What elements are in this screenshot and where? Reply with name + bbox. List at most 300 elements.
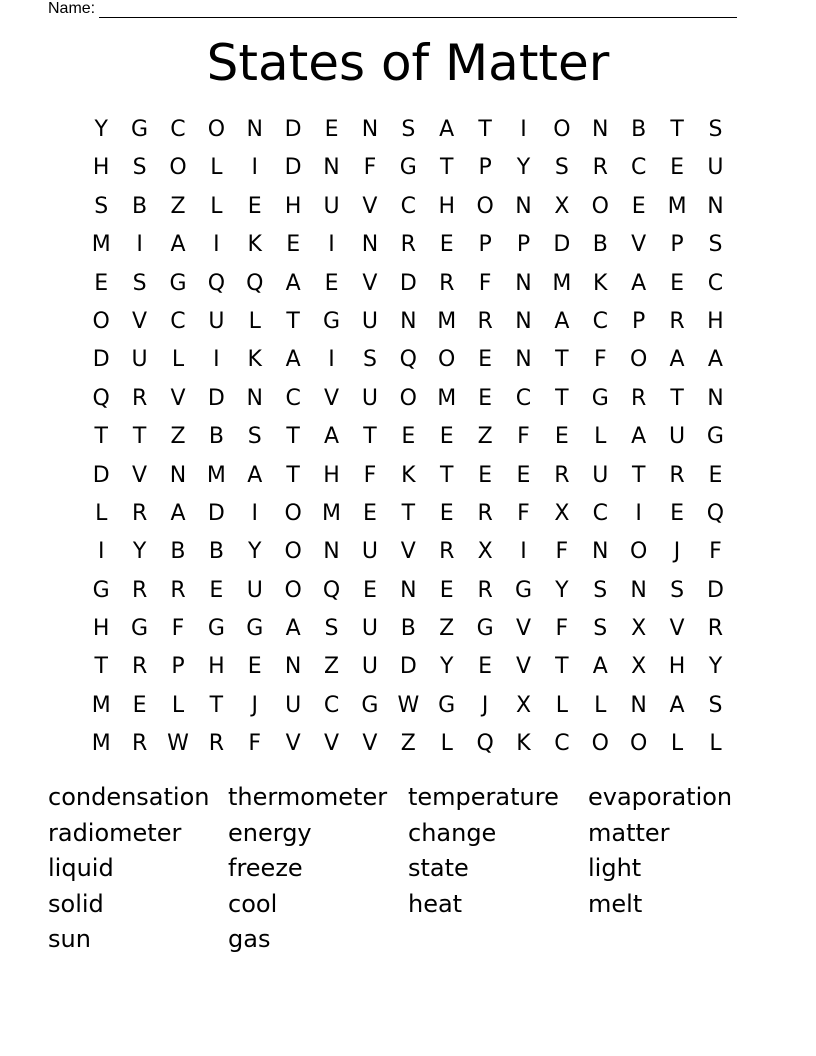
grid-letter: G — [706, 424, 724, 450]
grid-letter: R — [131, 385, 148, 411]
grid-letter: J — [673, 539, 681, 565]
grid-row — [82, 226, 735, 264]
grid-letter: T — [555, 385, 569, 411]
grid-letter: L — [95, 500, 108, 526]
grid-letter: D — [399, 270, 417, 296]
grid-letter: C — [285, 385, 301, 411]
grid-letter: O — [591, 193, 609, 219]
grid-letter: D — [706, 577, 724, 603]
grid-letter: D — [92, 347, 110, 373]
grid-letter: O — [591, 731, 609, 757]
grid-letter: I — [328, 232, 335, 258]
grid-letter: U — [361, 616, 378, 642]
grid-letter: A — [285, 347, 301, 373]
grid-letter: O — [476, 193, 494, 219]
grid-letter: T — [439, 155, 454, 181]
word-list-item: radiometer — [48, 818, 182, 847]
word-search-grid — [82, 111, 735, 764]
grid-letter: E — [478, 385, 493, 411]
grid-letter: X — [554, 193, 570, 219]
grid-letter: V — [324, 731, 340, 757]
grid-letter: F — [363, 155, 377, 181]
grid-letter: S — [593, 616, 608, 642]
grid-letter: M — [91, 731, 111, 757]
grid-letter: T — [209, 692, 224, 718]
grid-letter: N — [246, 385, 263, 411]
grid-letter: S — [132, 155, 147, 181]
grid-letter: N — [246, 117, 263, 142]
grid-letter: N — [284, 654, 302, 680]
grid-letter: G — [131, 117, 149, 142]
grid-letter: R — [669, 462, 685, 488]
name-label: Name: — [48, 0, 96, 17]
grid-letter: A — [707, 347, 723, 373]
grid-letter: S — [554, 155, 569, 181]
grid-letter: Z — [324, 654, 340, 680]
grid-letter: N — [169, 462, 187, 488]
grid-letter: E — [670, 270, 684, 296]
word-list-item: cool — [228, 889, 278, 918]
grid-letter: F — [709, 539, 722, 565]
grid-letter: E — [516, 462, 531, 488]
grid-letter: Q — [322, 577, 341, 603]
grid-row — [82, 341, 735, 379]
grid-letter: V — [132, 308, 148, 334]
grid-letter: Y — [439, 654, 454, 680]
grid-letter: G — [169, 270, 187, 296]
grid-letter: V — [170, 385, 186, 411]
grid-row — [82, 648, 735, 686]
grid-letter: L — [440, 731, 453, 757]
grid-letter: R — [477, 308, 493, 334]
grid-letter: A — [324, 424, 340, 450]
grid-letter: E — [478, 462, 493, 488]
grid-letter: T — [401, 500, 416, 526]
grid-letter: Q — [706, 500, 725, 526]
grid-letter: D — [284, 117, 302, 142]
grid-letter: F — [248, 731, 262, 757]
grid-letter: J — [251, 692, 258, 718]
grid-letter: I — [213, 347, 220, 373]
grid-letter: P — [670, 232, 684, 258]
grid-letter: B — [208, 424, 224, 450]
grid-letter: R — [208, 731, 225, 757]
grid-letter: Y — [516, 155, 531, 181]
grid-letter: H — [707, 308, 724, 334]
grid-letter: I — [520, 539, 527, 565]
grid-letter: E — [362, 577, 377, 603]
grid-letter: R — [592, 155, 608, 181]
grid-letter: N — [400, 308, 417, 334]
word-list-item: matter — [588, 818, 670, 847]
grid-letter: S — [94, 193, 109, 219]
grid-letter: Z — [477, 424, 493, 450]
grid-letter: R — [170, 577, 186, 603]
grid-letter: I — [635, 500, 642, 526]
grid-letter: I — [97, 539, 105, 565]
word-list-item: gas — [228, 925, 271, 954]
word-list-item: melt — [588, 889, 643, 918]
grid-letter: R — [439, 539, 455, 565]
grid-letter: U — [361, 654, 378, 680]
grid-letter: I — [251, 500, 258, 526]
grid-letter: Y — [708, 654, 723, 680]
grid-letter: B — [631, 117, 647, 142]
grid-letter: O — [399, 385, 417, 411]
grid-letter: L — [210, 155, 223, 181]
grid-letter: V — [631, 232, 647, 258]
grid-letter: N — [400, 577, 417, 603]
grid-letter: Z — [400, 731, 416, 757]
grid-letter: E — [478, 347, 493, 373]
grid-letter: E — [94, 270, 109, 296]
grid-letter: U — [131, 347, 148, 373]
grid-letter: V — [324, 385, 340, 411]
grid-letter: S — [593, 577, 608, 603]
grid-letter: S — [362, 347, 377, 373]
grid-letter: W — [397, 692, 420, 718]
grid-letter: N — [592, 539, 609, 565]
grid-letter: C — [630, 155, 647, 181]
grid-letter: P — [478, 155, 492, 181]
grid-letter: F — [555, 616, 569, 642]
grid-letter: S — [708, 117, 723, 142]
grid-letter: O — [553, 117, 571, 142]
word-list-item: temperature — [408, 783, 559, 811]
grid-letter: S — [132, 270, 147, 296]
grid-letter: M — [91, 692, 111, 718]
grid-letter: E — [670, 500, 684, 526]
grid-letter: F — [363, 462, 377, 488]
grid-row — [82, 725, 735, 763]
grid-letter: M — [322, 500, 342, 526]
grid-letter: V — [132, 462, 148, 488]
grid-letter: A — [439, 117, 455, 142]
grid-letter: S — [247, 424, 262, 450]
grid-letter: R — [477, 577, 493, 603]
grid-letter: C — [515, 385, 532, 411]
word-list-item: heat — [408, 889, 463, 918]
grid-letter: L — [171, 347, 185, 373]
grid-letter: D — [284, 155, 302, 181]
grid-letter: N — [707, 385, 724, 411]
grid-letter: U — [707, 155, 724, 181]
grid-letter: I — [520, 117, 527, 142]
grid-letter: B — [170, 539, 186, 565]
grid-letter: U — [208, 308, 225, 334]
grid-letter: K — [247, 232, 262, 258]
grid-letter: A — [285, 616, 301, 642]
grid-letter: O — [630, 539, 648, 565]
grid-letter: L — [594, 692, 607, 718]
grid-letter: Q — [476, 731, 494, 757]
grid-letter: M — [437, 308, 457, 334]
grid-letter: O — [630, 347, 648, 373]
grid-letter: V — [362, 270, 378, 296]
grid-letter: I — [328, 347, 335, 373]
grid-letter: F — [517, 500, 530, 526]
word-list-item: change — [408, 818, 497, 847]
grid-letter: X — [515, 692, 532, 718]
grid-letter: O — [284, 500, 302, 526]
grid-letter: F — [517, 424, 530, 450]
grid-row — [82, 457, 735, 495]
grid-letter: S — [708, 232, 723, 258]
grid-letter: R — [131, 731, 148, 757]
name-blank-line — [99, 2, 737, 18]
grid-letter: L — [171, 692, 185, 718]
grid-letter: V — [515, 654, 532, 680]
grid-letter: R — [131, 500, 148, 526]
grid-letter: H — [668, 654, 686, 680]
grid-letter: O — [438, 347, 456, 373]
grid-letter: B — [208, 539, 224, 565]
grid-letter: K — [401, 462, 416, 488]
grid-letter: C — [170, 117, 186, 142]
grid-letter: G — [323, 308, 341, 334]
word-list-item: solid — [48, 889, 104, 918]
grid-letter: D — [207, 385, 225, 411]
grid-letter: N — [361, 232, 379, 258]
grid-letter: R — [707, 616, 724, 642]
grid-letter: X — [631, 654, 647, 680]
grid-letter: E — [439, 577, 454, 603]
grid-letter: E — [439, 500, 454, 526]
grid-letter: E — [554, 424, 569, 450]
grid-letter: M — [206, 462, 226, 488]
grid-letter: H — [284, 193, 302, 219]
grid-letter: U — [361, 539, 378, 565]
grid-letter: U — [361, 308, 378, 334]
grid-letter: T — [555, 654, 569, 680]
grid-letter: N — [515, 347, 532, 373]
grid-letter: A — [285, 270, 301, 296]
grid-letter: N — [361, 117, 379, 142]
grid-letter: Y — [94, 117, 108, 142]
grid-letter: Q — [399, 347, 417, 373]
grid-letter: C — [400, 193, 416, 219]
grid-letter: G — [438, 692, 456, 718]
word-list-item: thermometer — [228, 783, 388, 811]
grid-letter: F — [593, 347, 607, 373]
grid-letter: P — [171, 654, 185, 680]
grid-letter: E — [286, 232, 301, 258]
grid-letter: T — [94, 424, 108, 450]
grid-letter: C — [323, 692, 340, 718]
grid-letter: L — [670, 731, 684, 757]
grid-letter: R — [131, 577, 148, 603]
grid-row — [82, 111, 735, 149]
grid-letter: L — [210, 193, 223, 219]
grid-letter: N — [707, 193, 724, 219]
grid-letter: V — [285, 731, 301, 757]
grid-letter: E — [670, 155, 684, 181]
word-list — [48, 780, 768, 958]
grid-letter: Z — [170, 193, 186, 219]
grid-letter: A — [170, 500, 186, 526]
grid-letter: F — [555, 539, 569, 565]
word-list-item: evaporation — [588, 783, 733, 811]
grid-letter: Y — [248, 539, 262, 565]
word-list-item: freeze — [228, 854, 303, 883]
grid-letter: S — [324, 616, 339, 642]
grid-letter: K — [516, 731, 531, 757]
grid-letter: I — [136, 232, 143, 258]
grid-letter: O — [284, 577, 302, 603]
grid-letter: P — [478, 232, 492, 258]
grid-letter: H — [438, 193, 455, 219]
grid-letter: X — [477, 539, 493, 565]
grid-letter: C — [592, 308, 608, 334]
grid-letter: N — [630, 577, 647, 603]
grid-letter: O — [630, 731, 648, 757]
grid-letter: H — [208, 654, 225, 680]
grid-letter: R — [631, 385, 647, 411]
word-list-item: liquid — [48, 854, 114, 883]
grid-letter: B — [400, 616, 416, 642]
grid-letter: E — [478, 654, 493, 680]
grid-letter: C — [592, 500, 608, 526]
grid-letter: R — [400, 232, 416, 258]
grid-letter: V — [669, 616, 685, 642]
grid-letter: E — [132, 692, 147, 718]
grid-letter: E — [209, 577, 224, 603]
grid-letter: N — [630, 692, 647, 718]
grid-letter: I — [251, 155, 258, 181]
grid-letter: T — [286, 424, 300, 450]
grid-letter: L — [555, 692, 569, 718]
grid-letter: N — [515, 308, 532, 334]
grid-row — [82, 265, 735, 303]
grid-letter: O — [207, 117, 226, 142]
grid-letter: B — [132, 193, 148, 219]
grid-letter: R — [554, 462, 570, 488]
grid-letter: G — [92, 577, 110, 603]
grid-letter: O — [92, 308, 110, 334]
grid-row — [82, 572, 735, 610]
grid-row — [82, 610, 735, 648]
grid-letter: N — [515, 193, 532, 219]
grid-letter: B — [592, 232, 608, 258]
grid-letter: T — [478, 117, 492, 142]
grid-letter: H — [92, 155, 110, 181]
page-title: States of Matter — [206, 34, 610, 92]
grid-letter: L — [709, 731, 722, 757]
word-list-item: sun — [48, 925, 91, 954]
grid-letter: X — [554, 500, 570, 526]
grid-letter: E — [362, 500, 377, 526]
grid-letter: U — [669, 424, 686, 450]
grid-row — [82, 418, 735, 456]
grid-letter: D — [92, 462, 110, 488]
grid-letter: G — [399, 155, 417, 181]
grid-letter: G — [361, 692, 379, 718]
grid-letter: T — [631, 462, 646, 488]
grid-letter: G — [514, 577, 533, 603]
grid-letter: N — [515, 270, 532, 296]
grid-letter: T — [363, 424, 377, 450]
grid-letter: E — [439, 424, 454, 450]
grid-letter: E — [631, 193, 646, 219]
grid-letter: O — [284, 539, 302, 565]
word-list-item: energy — [228, 818, 312, 847]
grid-letter: E — [247, 193, 262, 219]
grid-letter: T — [670, 117, 684, 142]
grid-letter: H — [92, 616, 110, 642]
grid-letter: Q — [246, 270, 264, 296]
grid-letter: D — [207, 500, 225, 526]
grid-row — [82, 533, 735, 571]
grid-letter: U — [361, 385, 378, 411]
grid-letter: R — [477, 500, 493, 526]
grid-letter: T — [94, 654, 108, 680]
grid-letter: G — [591, 385, 609, 411]
grid-row — [82, 303, 735, 341]
grid-letter: T — [439, 462, 454, 488]
grid-letter: C — [707, 270, 724, 296]
grid-letter: E — [324, 270, 339, 296]
grid-letter: Y — [555, 577, 569, 603]
grid-letter: R — [439, 270, 455, 296]
grid-letter: Q — [207, 270, 226, 296]
grid-letter: V — [400, 539, 416, 565]
grid-letter: U — [592, 462, 609, 488]
grid-letter: R — [131, 654, 148, 680]
grid-letter: Y — [132, 539, 147, 565]
grid-letter: I — [213, 232, 220, 258]
grid-letter: E — [708, 462, 723, 488]
grid-letter: G — [476, 616, 494, 642]
grid-letter: M — [552, 270, 572, 296]
grid-letter: E — [324, 117, 339, 142]
grid-letter: V — [362, 193, 378, 219]
grid-letter: G — [246, 616, 264, 642]
grid-row — [82, 149, 735, 187]
grid-letter: L — [248, 308, 261, 334]
grid-letter: J — [481, 692, 489, 718]
grid-letter: T — [286, 462, 300, 488]
grid-row — [82, 495, 735, 533]
grid-letter: K — [593, 270, 608, 296]
grid-letter: O — [169, 155, 187, 181]
grid-letter: S — [708, 692, 723, 718]
grid-letter: U — [285, 692, 302, 718]
grid-letter: T — [555, 347, 569, 373]
grid-letter: A — [554, 308, 570, 334]
grid-letter: C — [554, 731, 570, 757]
grid-letter: T — [670, 385, 684, 411]
grid-letter: E — [401, 424, 416, 450]
word-list-item: light — [588, 854, 642, 883]
grid-letter: U — [323, 193, 340, 219]
grid-letter: U — [246, 577, 263, 603]
grid-letter: H — [323, 462, 340, 488]
grid-letter: N — [323, 539, 340, 565]
word-list-item: condensation — [48, 783, 210, 811]
grid-letter: Z — [439, 616, 455, 642]
grid-letter: A — [247, 462, 263, 488]
grid-letter: A — [631, 424, 647, 450]
grid-letter: S — [670, 577, 685, 603]
grid-letter: P — [516, 232, 531, 258]
grid-letter: D — [399, 654, 417, 680]
grid-letter: Q — [92, 385, 110, 411]
grid-letter: M — [437, 385, 457, 411]
grid-letter: E — [247, 654, 262, 680]
grid-row — [82, 380, 735, 418]
grid-letter: G — [207, 616, 225, 642]
grid-letter: K — [247, 347, 262, 373]
